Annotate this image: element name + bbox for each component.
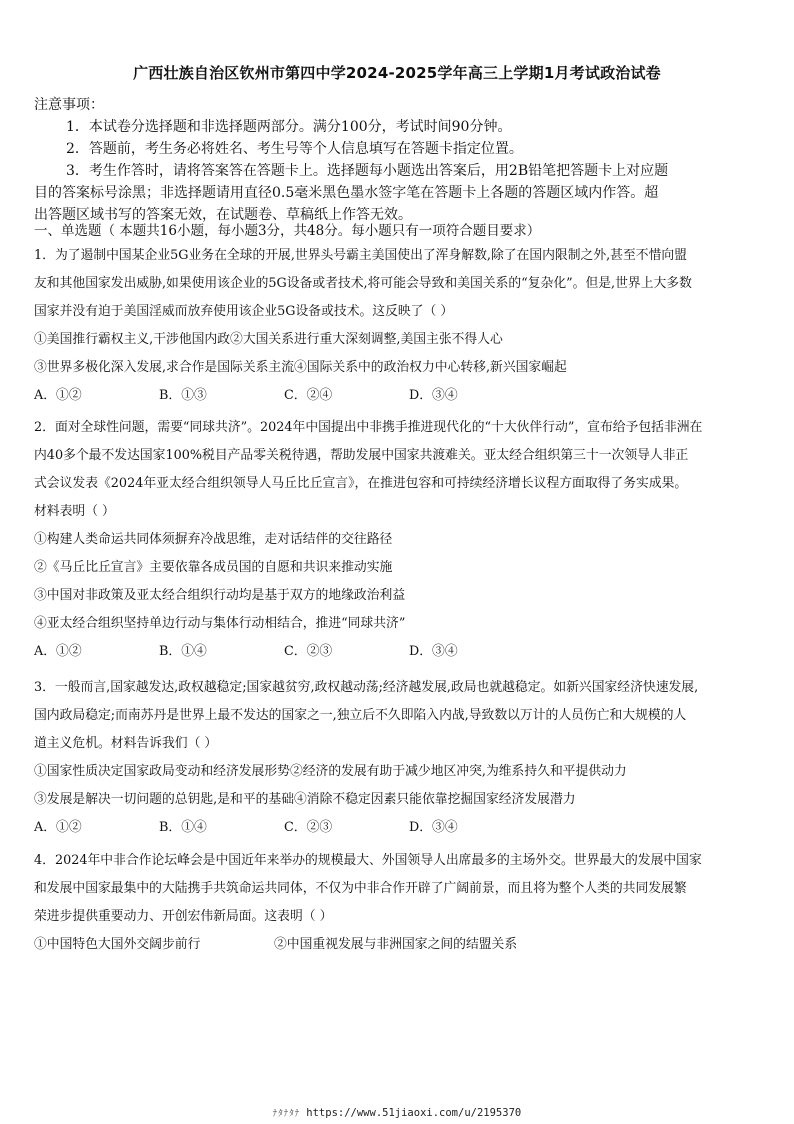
q3-option-b[interactable]: B．①④ (159, 820, 207, 835)
q1-option-d[interactable]: D．③④ (409, 388, 458, 403)
q3-statements-2: ③发展是解决一切问题的总钥匙,是和平的基础④消除不稳定因素只能依靠挖掘国家经济发展潜力 (34, 792, 576, 807)
q1-option-c[interactable]: C．②④ (284, 388, 333, 403)
q4-statements (34, 931, 766, 959)
q1-stem-line: 1．为了遏制中国某企业5G业务在全球的开展,世界头号霸主美国使出了浑身解数,除了在国内限制之外,甚至不惜向盟 (34, 248, 687, 263)
q2-stem-line: 式会议发表《2024年亚太经合组织领导人马丘比丘宣言》，在推进包容和可持续经济增长议程方面取得了务实成果。 (34, 476, 688, 491)
q2-statement: ②《马丘比丘宣言》主要依靠各成员国的自愿和共识来推动实施 (34, 560, 393, 575)
q1-options (34, 382, 766, 410)
q1-stem-line: 友和其他国家发出威胁,如果使用该企业的5G设备或者技术,将可能会导致和美国关系的“复杂化”。但是,世界上大多数 (34, 276, 692, 291)
q2-option-b[interactable]: B．①④ (159, 644, 207, 659)
q4-stem-line: 4．2024年中非合作论坛峰会是中国近年来举办的规模最大、外国领导人出席最多的主场外交。世界最大的发展中国家 (34, 853, 702, 868)
q1-stem-line: 国家并没有迫于美国淫威而放弃使用该企业5G设备或技术。这反映了（ ） (34, 304, 454, 319)
section-heading: 一、单选题（ 本题共16小题，每小题3分，共48分。每小题只有一项符合题目要求） (34, 223, 541, 239)
notice-item-1: 1．本试卷分选择题和非选择题两部分。满分100分，考试时间90分钟。 (66, 119, 512, 135)
q4-statement-1: ①中国特色大国外交阔步前行 (34, 937, 201, 952)
q4-stem-line: 和发展中国家最集中的大陆携手共筑命运共同体，不仅为中非合作开辟了广阔前景，而且将为整个人类的共同发展繁 (34, 881, 687, 896)
q3-option-c[interactable]: C．②③ (284, 820, 333, 835)
q4-stem-line: 荣进步提供重要动力、开创宏伟新局面。这表明（ ） (34, 909, 333, 924)
q3-stem-line: 道主义危机。材料告诉我们（ ） (34, 736, 218, 751)
footer (0, 1106, 794, 1119)
q4-statement-2: ②中国重视发展与非洲国家之间的结盟关系 (274, 937, 518, 952)
notice-item-3-end: 出答题区域书写的答案无效，在试题卷、草稿纸上作答无效。 (34, 207, 412, 223)
q3-stem-line: 3．一般而言,国家越发达,政权越稳定;国家越贫穷,政权越动荡;经济越发展,政局也就越稳定。如新兴国家经济快速发展, (34, 680, 699, 695)
q3-options (34, 814, 766, 842)
footer-logo-mark: ﾅﾀﾅﾀﾅ (272, 1109, 301, 1119)
notice-heading: 注意事项： (34, 97, 104, 113)
question-2 (34, 414, 766, 666)
q2-stem-line: 2．面对全球性问题，需要“同球共济”。2024年中国提出中非携手推进现代化的“十大伙伴行动”，宣布给予包括非洲在 (34, 420, 703, 435)
q3-statements-1: ①国家性质决定国家政局变动和经济发展形势②经济的发展有助于减少地区冲突,为维系持久和平提供动力 (34, 764, 627, 779)
q2-statement: ④亚太经合组织坚持单边行动与集体行动相结合，推进“同球共济” (34, 616, 406, 631)
page-title: 广西壮族自治区钦州市第四中学2024-2025学年高三上学期1月考试政治试卷 (133, 64, 661, 82)
q2-statement: ③中国对非政策及亚太经合组织行动均是基于双方的地缘政治利益 (34, 588, 406, 603)
q3-stem-line: 国内政局稳定;而南苏丹是世界上最不发达的国家之一,独立后不久即陷入内战,导致数以万计的人员伤亡和大规模的人 (34, 708, 687, 723)
q1-statements-2: ③世界多极化深入发展,求合作是国际关系主流④国际关系中的政治权力中心转移,新兴国家崛起 (34, 360, 567, 375)
question-3 (34, 674, 766, 842)
q1-statements-1: ①美国推行霸权主义,干涉他国内政②大国关系进行重大深刻调整,美国主张不得人心 (34, 332, 503, 347)
q2-stem-line: 材料表明（ ） (34, 504, 115, 519)
q3-option-d[interactable]: D．③④ (409, 820, 458, 835)
footer-url-link[interactable]: https://www.51jiaoxi.com/u/2195370 (306, 1107, 522, 1119)
notice-item-2: 2．答题前，考生务必将姓名、考生号等个人信息填写在答题卡指定位置。 (66, 141, 523, 157)
q1-option-b[interactable]: B．①③ (159, 388, 207, 403)
q2-options (34, 638, 766, 666)
notice-item-3-cont: 目的答案标号涂黑；非选择题请用直径0.5毫米黑色墨水签字笔在答题卡上各题的答题区域内作答。超 (34, 185, 659, 201)
q3-option-a[interactable]: A．①② (34, 820, 82, 835)
question-1 (34, 242, 766, 410)
q1-option-a[interactable]: A．①② (34, 388, 82, 403)
q2-option-d[interactable]: D．③④ (409, 644, 458, 659)
notice-item-3: 3．考生作答时，请将答案答在答题卡上。选择题每小题选出答案后，用2B铅笔把答题卡上对应题 (66, 163, 669, 179)
q2-option-a[interactable]: A．①② (34, 644, 82, 659)
q2-option-c[interactable]: C．②③ (284, 644, 333, 659)
question-4 (34, 847, 766, 959)
q2-stem-line: 内40多个最不发达国家100%税目产品零关税待遇，帮助发展中国家共渡难关。亚太经合组织第三十一次领导人非正 (34, 448, 689, 463)
q2-statement: ①构建人类命运共同体须摒弃冷战思维，走对话结伴的交往路径 (34, 532, 393, 547)
notice-list (34, 116, 764, 226)
